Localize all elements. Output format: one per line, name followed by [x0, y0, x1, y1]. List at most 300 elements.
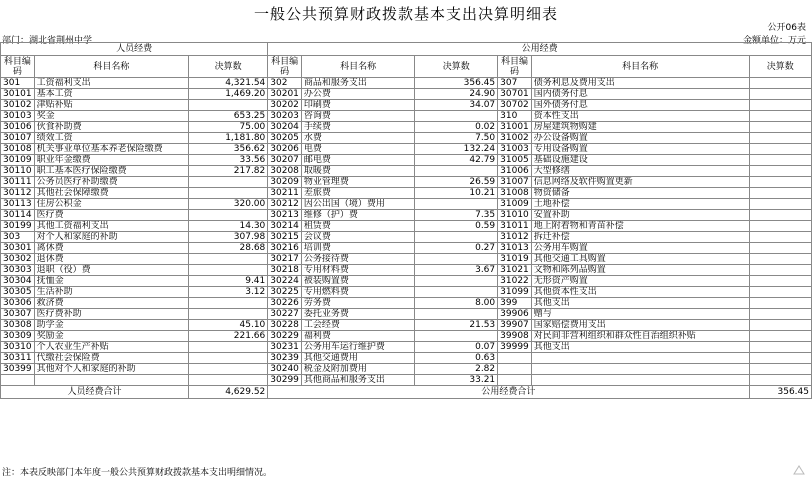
public-amount: 2.82 [415, 364, 498, 375]
public-amount [415, 111, 498, 122]
personnel-code: 30199 [1, 221, 35, 232]
public-code: 31010 [498, 210, 532, 221]
personnel-name: 职工基本医疗保险缴费 [34, 166, 188, 177]
public-amount [749, 221, 811, 232]
public-amount [415, 199, 498, 210]
table-row [1, 298, 812, 309]
public-name: 邮电费 [301, 155, 414, 166]
public-code: 30214 [268, 221, 302, 232]
personnel-amount: 217.82 [189, 166, 268, 177]
public-name: 地上附着物和青苗补偿 [531, 221, 749, 232]
personnel-name: 救济费 [34, 298, 188, 309]
public-amount: 0.63 [415, 353, 498, 364]
public-code: 31019 [498, 254, 532, 265]
personnel-code: 30107 [1, 133, 35, 144]
personnel-name: 助学金 [34, 320, 188, 331]
public-amount: 0.27 [415, 243, 498, 254]
table-row [1, 309, 812, 320]
public-name: 其他支出 [531, 342, 749, 353]
public-code: 30201 [268, 89, 302, 100]
personnel-amount: 75.00 [189, 122, 268, 133]
table-row [1, 111, 812, 122]
public-amount [749, 144, 811, 155]
public-name: 物资储备 [531, 188, 749, 199]
personnel-total-label: 人员经费合计 [1, 386, 189, 399]
personnel-name: 其他对个人和家庭的补助 [34, 364, 188, 375]
public-amount [749, 265, 811, 276]
public-code [498, 353, 532, 364]
table-row [1, 342, 812, 353]
table-row [1, 89, 812, 100]
public-code: 30240 [268, 364, 302, 375]
public-name: 信息网络及软件购置更新 [531, 177, 749, 188]
public-amount: 132.24 [415, 144, 498, 155]
personnel-amount: 14.30 [189, 221, 268, 232]
table-row [1, 232, 812, 243]
watermark-icon [792, 464, 806, 476]
public-name: 专用设备购置 [531, 144, 749, 155]
table-row [1, 320, 812, 331]
public-section-header: 公用经费 [268, 43, 812, 56]
personnel-code: 30101 [1, 89, 35, 100]
public-code: 30209 [268, 177, 302, 188]
personnel-name: 对个人和家庭的补助 [34, 232, 188, 243]
public-amount [749, 155, 811, 166]
public-code: 39999 [498, 342, 532, 353]
personnel-code: 30399 [1, 364, 35, 375]
public-code: 31005 [498, 155, 532, 166]
public-code: 30239 [268, 353, 302, 364]
personnel-name: 绩效工资 [34, 133, 188, 144]
personnel-amount: 28.68 [189, 243, 268, 254]
public-name: 其他资本性支出 [531, 287, 749, 298]
public-name: 无形资产购置 [531, 276, 749, 287]
public-name [531, 375, 749, 386]
public-amount: 10.21 [415, 188, 498, 199]
public-name: 公务接待费 [301, 254, 414, 265]
public-amount: 24.90 [415, 89, 498, 100]
public-code: 30229 [268, 331, 302, 342]
personnel-name: 公务员医疗补助缴费 [34, 177, 188, 188]
personnel-amount: 33.56 [189, 155, 268, 166]
personnel-amount: 3.12 [189, 287, 268, 298]
public-name: 安置补助 [531, 210, 749, 221]
public-amount: 356.45 [415, 78, 498, 89]
personnel-code: 30302 [1, 254, 35, 265]
personnel-name: 职业年金缴费 [34, 155, 188, 166]
public-code: 31022 [498, 276, 532, 287]
public-amount [749, 122, 811, 133]
public-code: 30217 [268, 254, 302, 265]
personnel-name: 工资福利支出 [34, 78, 188, 89]
personnel-amount [189, 375, 268, 386]
personnel-code: 30111 [1, 177, 35, 188]
public-name: 工会经费 [301, 320, 414, 331]
personnel-name: 离休费 [34, 243, 188, 254]
public-total-label: 公用经费合计 [268, 386, 749, 399]
personnel-name: 其他工资福利支出 [34, 221, 188, 232]
personnel-code: 30106 [1, 122, 35, 133]
personnel-name: 机关事业单位基本养老保险缴费 [34, 144, 188, 155]
table-row [1, 331, 812, 342]
form-code: 公开06表 [767, 23, 806, 33]
col-header-code: 科目编码 [1, 56, 35, 78]
public-amount [749, 166, 811, 177]
public-name: 租赁费 [301, 221, 414, 232]
public-code: 399 [498, 298, 532, 309]
personnel-amount [189, 342, 268, 353]
public-name: 文物和陈列品购置 [531, 265, 749, 276]
public-code: 30215 [268, 232, 302, 243]
personnel-name: 奖金 [34, 111, 188, 122]
personnel-name: 住房公积金 [34, 199, 188, 210]
public-code: 31013 [498, 243, 532, 254]
table-row [1, 254, 812, 265]
personnel-name: 个人农业生产补贴 [34, 342, 188, 353]
public-code: 30227 [268, 309, 302, 320]
public-amount [749, 254, 811, 265]
public-amount [749, 232, 811, 243]
section-header-row [1, 43, 812, 56]
public-code: 30231 [268, 342, 302, 353]
public-name: 拆迁补偿 [531, 232, 749, 243]
public-name: 对民间非营利组织和群众性自治组织补贴 [531, 331, 749, 342]
public-code: 30218 [268, 265, 302, 276]
column-header-row [1, 56, 812, 78]
personnel-name: 其他社会保障缴费 [34, 188, 188, 199]
public-amount [749, 298, 811, 309]
personnel-amount: 320.00 [189, 199, 268, 210]
personnel-code: 30103 [1, 111, 35, 122]
public-amount [415, 232, 498, 243]
public-name: 专用燃料费 [301, 287, 414, 298]
public-name: 委托业务费 [301, 309, 414, 320]
public-name: 其他交通工具购置 [531, 254, 749, 265]
public-code [498, 364, 532, 375]
public-name: 国内债务付息 [531, 89, 749, 100]
public-amount [749, 78, 811, 89]
personnel-amount: 9.41 [189, 276, 268, 287]
page-title: 一般公共预算财政拨款基本支出决算明细表 [253, 5, 558, 23]
col-header-amount: 决算数 [415, 56, 498, 78]
public-code: 30211 [268, 188, 302, 199]
public-amount: 33.21 [415, 375, 498, 386]
public-code: 31008 [498, 188, 532, 199]
personnel-amount: 653.25 [189, 111, 268, 122]
personnel-code: 30304 [1, 276, 35, 287]
public-code: 39907 [498, 320, 532, 331]
public-code: 30207 [268, 155, 302, 166]
public-name: 水费 [301, 133, 414, 144]
public-name: 办公费 [301, 89, 414, 100]
personnel-code: 30112 [1, 188, 35, 199]
public-amount [415, 254, 498, 265]
table-row [1, 375, 812, 386]
public-total-value: 356.45 [749, 386, 811, 399]
public-amount [749, 309, 811, 320]
personnel-amount: 1,469.20 [189, 89, 268, 100]
public-name: 资本性支出 [531, 111, 749, 122]
public-code: 30224 [268, 276, 302, 287]
public-code: 31009 [498, 199, 532, 210]
personnel-name: 津贴补贴 [34, 100, 188, 111]
personnel-total-value: 4,629.52 [189, 386, 268, 399]
personnel-amount [189, 353, 268, 364]
personnel-amount: 221.66 [189, 331, 268, 342]
public-name [531, 353, 749, 364]
personnel-code: 30108 [1, 144, 35, 155]
personnel-amount: 4,321.54 [189, 78, 268, 89]
col-header-amount: 决算数 [189, 56, 268, 78]
public-name: 土地补偿 [531, 199, 749, 210]
personnel-name: 退休费 [34, 254, 188, 265]
public-name: 债务利息及费用支出 [531, 78, 749, 89]
personnel-name [34, 375, 188, 386]
personnel-code: 301 [1, 78, 35, 89]
public-code: 310 [498, 111, 532, 122]
totals-row [1, 386, 812, 399]
public-amount [749, 375, 811, 386]
personnel-name: 奖励金 [34, 331, 188, 342]
public-amount: 0.07 [415, 342, 498, 353]
public-amount [749, 188, 811, 199]
table-row [1, 221, 812, 232]
public-code: 30216 [268, 243, 302, 254]
public-code: 31001 [498, 122, 532, 133]
personnel-name: 生活补助 [34, 287, 188, 298]
table-row [1, 166, 812, 177]
personnel-name: 代缴社会保险费 [34, 353, 188, 364]
public-code: 30226 [268, 298, 302, 309]
col-header-amount: 决算数 [749, 56, 811, 78]
personnel-amount [189, 309, 268, 320]
public-code: 31099 [498, 287, 532, 298]
personnel-name: 医疗费 [34, 210, 188, 221]
table-row [1, 155, 812, 166]
public-name: 劳务费 [301, 298, 414, 309]
public-amount [749, 177, 811, 188]
table-body [1, 43, 812, 399]
public-name: 专用材料费 [301, 265, 414, 276]
public-amount: 21.53 [415, 320, 498, 331]
personnel-name: 基本工资 [34, 89, 188, 100]
personnel-code: 30308 [1, 320, 35, 331]
personnel-name: 退职（役）费 [34, 265, 188, 276]
personnel-code: 30110 [1, 166, 35, 177]
table-row [1, 210, 812, 221]
personnel-amount [189, 265, 268, 276]
personnel-code: 30301 [1, 243, 35, 254]
public-name: 国家赔偿费用支出 [531, 320, 749, 331]
footnote: 注：本表反映部门本年度一般公共预算财政拨款基本支出明细情况。 [2, 468, 273, 478]
table-row [1, 276, 812, 287]
public-amount: 0.59 [415, 221, 498, 232]
table-row [1, 199, 812, 210]
personnel-code: 30311 [1, 353, 35, 364]
personnel-amount: 45.10 [189, 320, 268, 331]
personnel-code: 30309 [1, 331, 35, 342]
public-amount [749, 89, 811, 100]
table-row [1, 287, 812, 298]
public-amount [749, 199, 811, 210]
public-amount [415, 166, 498, 177]
table-row [1, 364, 812, 375]
public-code: 302 [268, 78, 302, 89]
public-code: 30228 [268, 320, 302, 331]
public-name: 税金及附加费用 [301, 364, 414, 375]
personnel-amount [189, 100, 268, 111]
personnel-name: 抚恤金 [34, 276, 188, 287]
table-row [1, 122, 812, 133]
public-amount [749, 320, 811, 331]
table-row [1, 265, 812, 276]
public-name: 公务用车运行维护费 [301, 342, 414, 353]
col-header-name: 科目名称 [34, 56, 188, 78]
public-amount [415, 331, 498, 342]
col-header-name: 科目名称 [301, 56, 414, 78]
public-amount: 26.59 [415, 177, 498, 188]
public-name: 公务用车购置 [531, 243, 749, 254]
public-amount: 3.67 [415, 265, 498, 276]
col-header-code: 科目编码 [268, 56, 302, 78]
public-code: 31007 [498, 177, 532, 188]
public-amount: 7.50 [415, 133, 498, 144]
personnel-code [1, 375, 35, 386]
personnel-amount [189, 188, 268, 199]
public-name: 福利费 [301, 331, 414, 342]
public-amount [415, 287, 498, 298]
public-amount: 34.07 [415, 100, 498, 111]
table-row [1, 188, 812, 199]
personnel-code: 30310 [1, 342, 35, 353]
public-amount [415, 309, 498, 320]
personnel-code: 30303 [1, 265, 35, 276]
public-name: 办公设备购置 [531, 133, 749, 144]
personnel-name: 医疗费补助 [34, 309, 188, 320]
public-name: 被装购置费 [301, 276, 414, 287]
public-code: 30213 [268, 210, 302, 221]
personnel-name: 伙食补助费 [34, 122, 188, 133]
personnel-code: 30306 [1, 298, 35, 309]
public-code: 30702 [498, 100, 532, 111]
public-amount: 7.35 [415, 210, 498, 221]
public-name: 会议费 [301, 232, 414, 243]
table-row [1, 78, 812, 89]
col-header-code: 科目编码 [498, 56, 532, 78]
public-name [531, 364, 749, 375]
personnel-code: 30102 [1, 100, 35, 111]
public-name: 维修（护）费 [301, 210, 414, 221]
public-code: 30208 [268, 166, 302, 177]
personnel-code: 30305 [1, 287, 35, 298]
personnel-amount: 1,181.80 [189, 133, 268, 144]
public-amount [749, 210, 811, 221]
public-code: 30205 [268, 133, 302, 144]
public-name: 房屋建筑物购建 [531, 122, 749, 133]
public-name: 印刷费 [301, 100, 414, 111]
personnel-amount: 307.98 [189, 232, 268, 243]
table-row [1, 177, 812, 188]
public-amount: 42.79 [415, 155, 498, 166]
public-name: 因公出国（境）费用 [301, 199, 414, 210]
public-name: 差旅费 [301, 188, 414, 199]
public-code: 30225 [268, 287, 302, 298]
public-code: 31002 [498, 133, 532, 144]
public-name: 其他支出 [531, 298, 749, 309]
public-name: 其他商品和服务支出 [301, 375, 414, 386]
public-code: 31003 [498, 144, 532, 155]
public-amount [749, 331, 811, 342]
table-row [1, 144, 812, 155]
public-code: 30206 [268, 144, 302, 155]
public-amount [749, 133, 811, 144]
personnel-code: 30109 [1, 155, 35, 166]
personnel-amount [189, 364, 268, 375]
table-row [1, 133, 812, 144]
public-code: 30202 [268, 100, 302, 111]
public-code: 31012 [498, 232, 532, 243]
public-code: 30299 [268, 375, 302, 386]
public-code: 307 [498, 78, 532, 89]
public-amount [749, 111, 811, 122]
public-name: 物业管理费 [301, 177, 414, 188]
personnel-code: 30307 [1, 309, 35, 320]
table-row [1, 353, 812, 364]
col-header-name: 科目名称 [531, 56, 749, 78]
department-label: 部门：湖北省荆州中学 [2, 36, 93, 46]
public-name: 电费 [301, 144, 414, 155]
personnel-amount [189, 210, 268, 221]
public-name: 取暖费 [301, 166, 414, 177]
public-name: 基础设施建设 [531, 155, 749, 166]
public-name: 赠与 [531, 309, 749, 320]
public-code: 30203 [268, 111, 302, 122]
public-code: 31011 [498, 221, 532, 232]
table-row [1, 243, 812, 254]
public-code: 30701 [498, 89, 532, 100]
public-code: 31006 [498, 166, 532, 177]
personnel-amount [189, 298, 268, 309]
public-amount [749, 364, 811, 375]
public-name: 其他交通费用 [301, 353, 414, 364]
personnel-code: 30114 [1, 210, 35, 221]
public-amount [415, 276, 498, 287]
personnel-code: 303 [1, 232, 35, 243]
public-code: 39908 [498, 331, 532, 342]
personnel-section-header: 人员经费 [1, 43, 268, 56]
public-code: 39906 [498, 309, 532, 320]
expenditure-table [0, 42, 812, 399]
public-name: 国外债务付息 [531, 100, 749, 111]
public-name: 大型修缮 [531, 166, 749, 177]
public-amount [749, 353, 811, 364]
public-amount: 0.02 [415, 122, 498, 133]
public-code: 31021 [498, 265, 532, 276]
public-code [498, 375, 532, 386]
personnel-amount: 356.62 [189, 144, 268, 155]
table-row [1, 100, 812, 111]
public-name: 手续费 [301, 122, 414, 133]
public-code: 30212 [268, 199, 302, 210]
public-amount [749, 287, 811, 298]
public-amount [749, 276, 811, 287]
public-amount: 8.00 [415, 298, 498, 309]
personnel-amount [189, 177, 268, 188]
public-amount [749, 100, 811, 111]
personnel-amount [189, 254, 268, 265]
unit-label: 金额单位：万元 [742, 36, 806, 46]
public-amount [749, 243, 811, 254]
